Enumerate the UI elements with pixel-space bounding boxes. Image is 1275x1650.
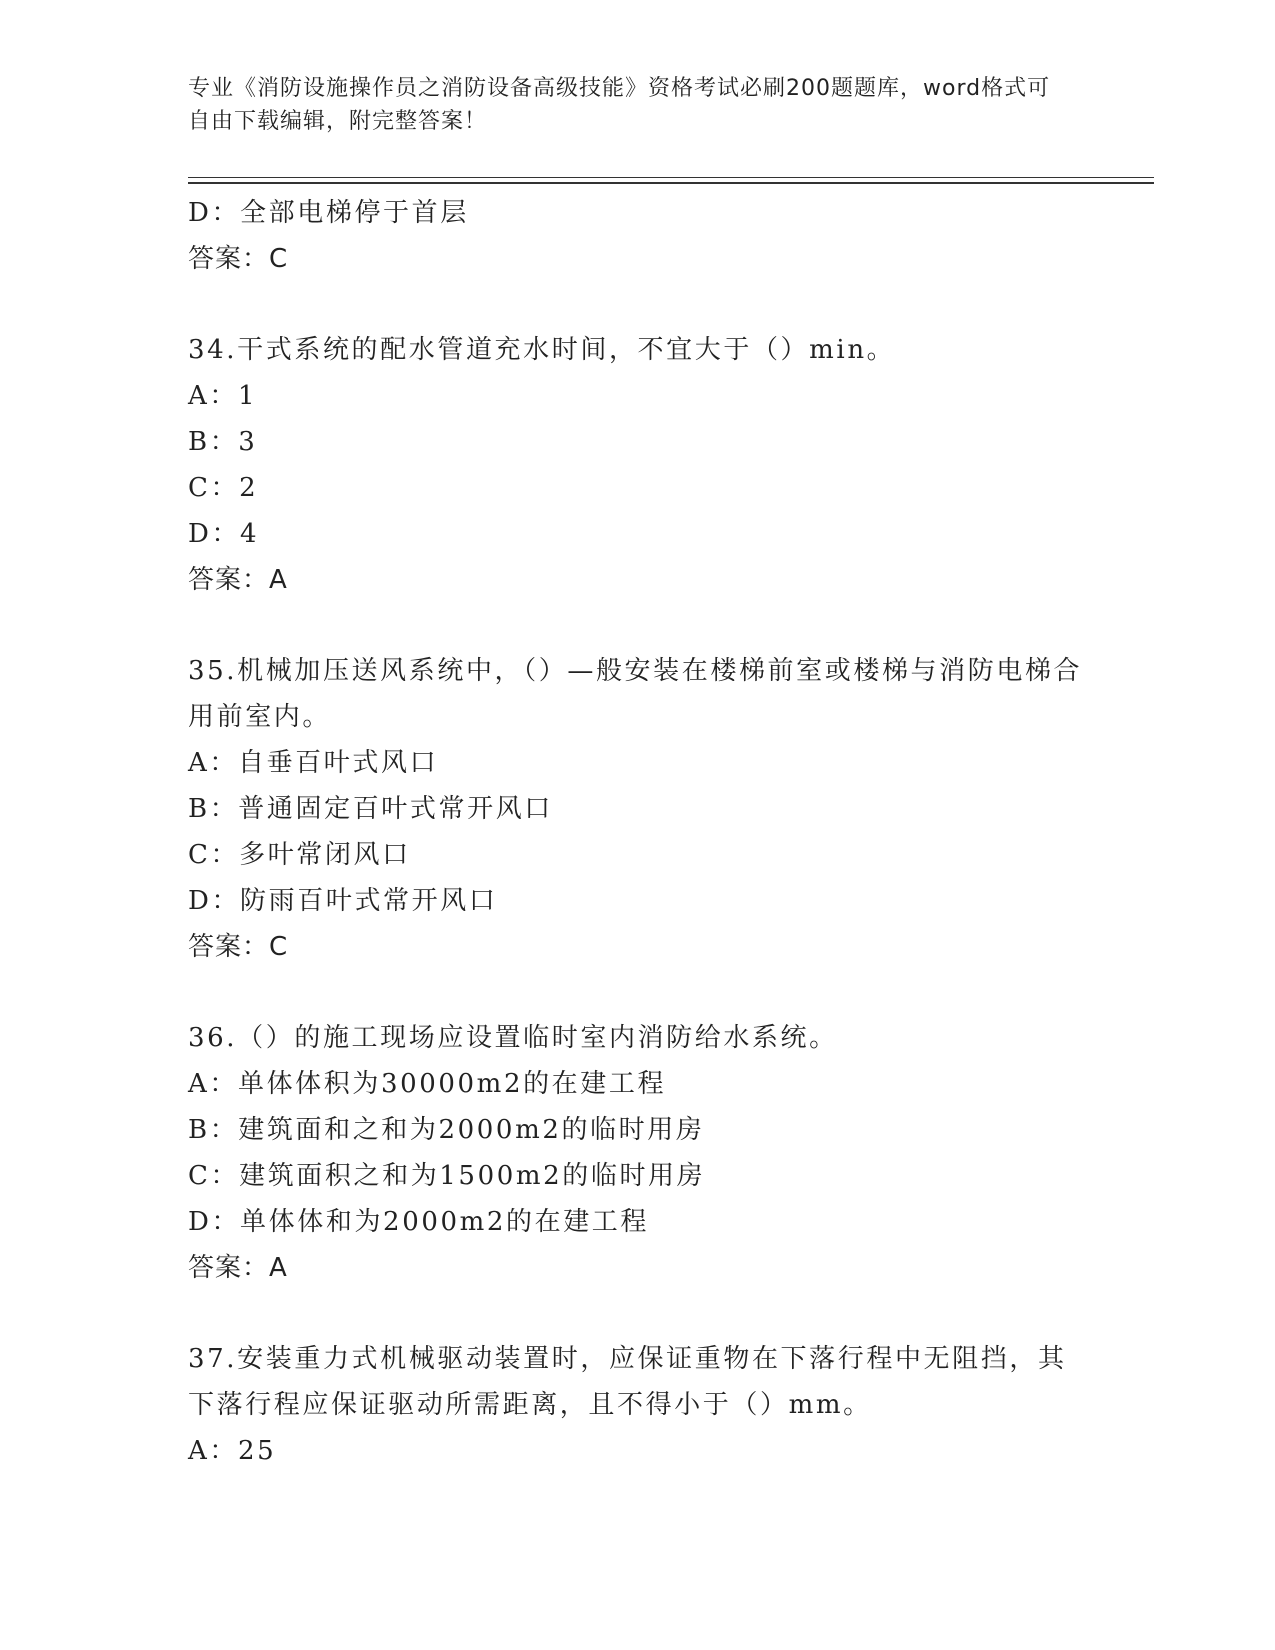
question-34: [188, 327, 1088, 603]
question-text: 35.机械加压送风系统中，（）—般安装在楼梯前室或楼梯与消防电梯合用前室内。: [188, 656, 1083, 732]
question-35: [188, 648, 1088, 970]
question-text: 36.（）的施工现场应设置临时室内消防给水系统。: [188, 1023, 838, 1053]
option-d: D：单体体和为2000m2的在建工程: [188, 1207, 650, 1237]
option-d: D：防雨百叶式常开风口: [188, 886, 498, 916]
option-c: C：2: [188, 473, 259, 503]
option-c: C：多叶常闭风口: [188, 840, 411, 870]
answer: 答案：A: [188, 1253, 288, 1283]
option-d: D：4: [188, 519, 260, 549]
option-b: B：3: [188, 427, 258, 457]
question-37: [188, 1336, 1088, 1474]
answer: 答案：C: [188, 932, 289, 962]
answer: 答案：A: [188, 565, 288, 595]
question-36: [188, 1015, 1088, 1291]
option-b: B：普通固定百叶式常开风口: [188, 794, 553, 824]
page-header: 专业《消防设施操作员之消防设备高级技能》资格考试必刷200题题库，word格式可自由下载编辑，附完整答案！: [188, 76, 1051, 134]
option-b: B：建筑面和之和为2000m2的临时用房: [188, 1115, 705, 1145]
question-text: 34.干式系统的配水管道充水时间，不宜大于（）min。: [188, 335, 896, 365]
question-text: 37.安装重力式机械驱动装置时，应保证重物在下落行程中无阻挡，其下落行程应保证驱动所需距离，且不得小于（）mm。: [188, 1344, 1067, 1420]
header-rule-thin: [188, 177, 1154, 178]
option-a: A：自垂百叶式风口: [188, 748, 439, 778]
option-a: A：单体体积为30000m2的在建工程: [188, 1069, 667, 1099]
option-a: A：1: [188, 381, 258, 411]
carryover-option-d: D：全部电梯停于首层: [188, 198, 469, 228]
header-rule-thick: [188, 182, 1154, 184]
option-a: A：25: [188, 1436, 277, 1466]
question-list: [188, 190, 1088, 1474]
option-c: C：建筑面积之和为1500m2的临时用房: [188, 1161, 706, 1191]
carryover-answer: 答案：C: [188, 244, 289, 274]
